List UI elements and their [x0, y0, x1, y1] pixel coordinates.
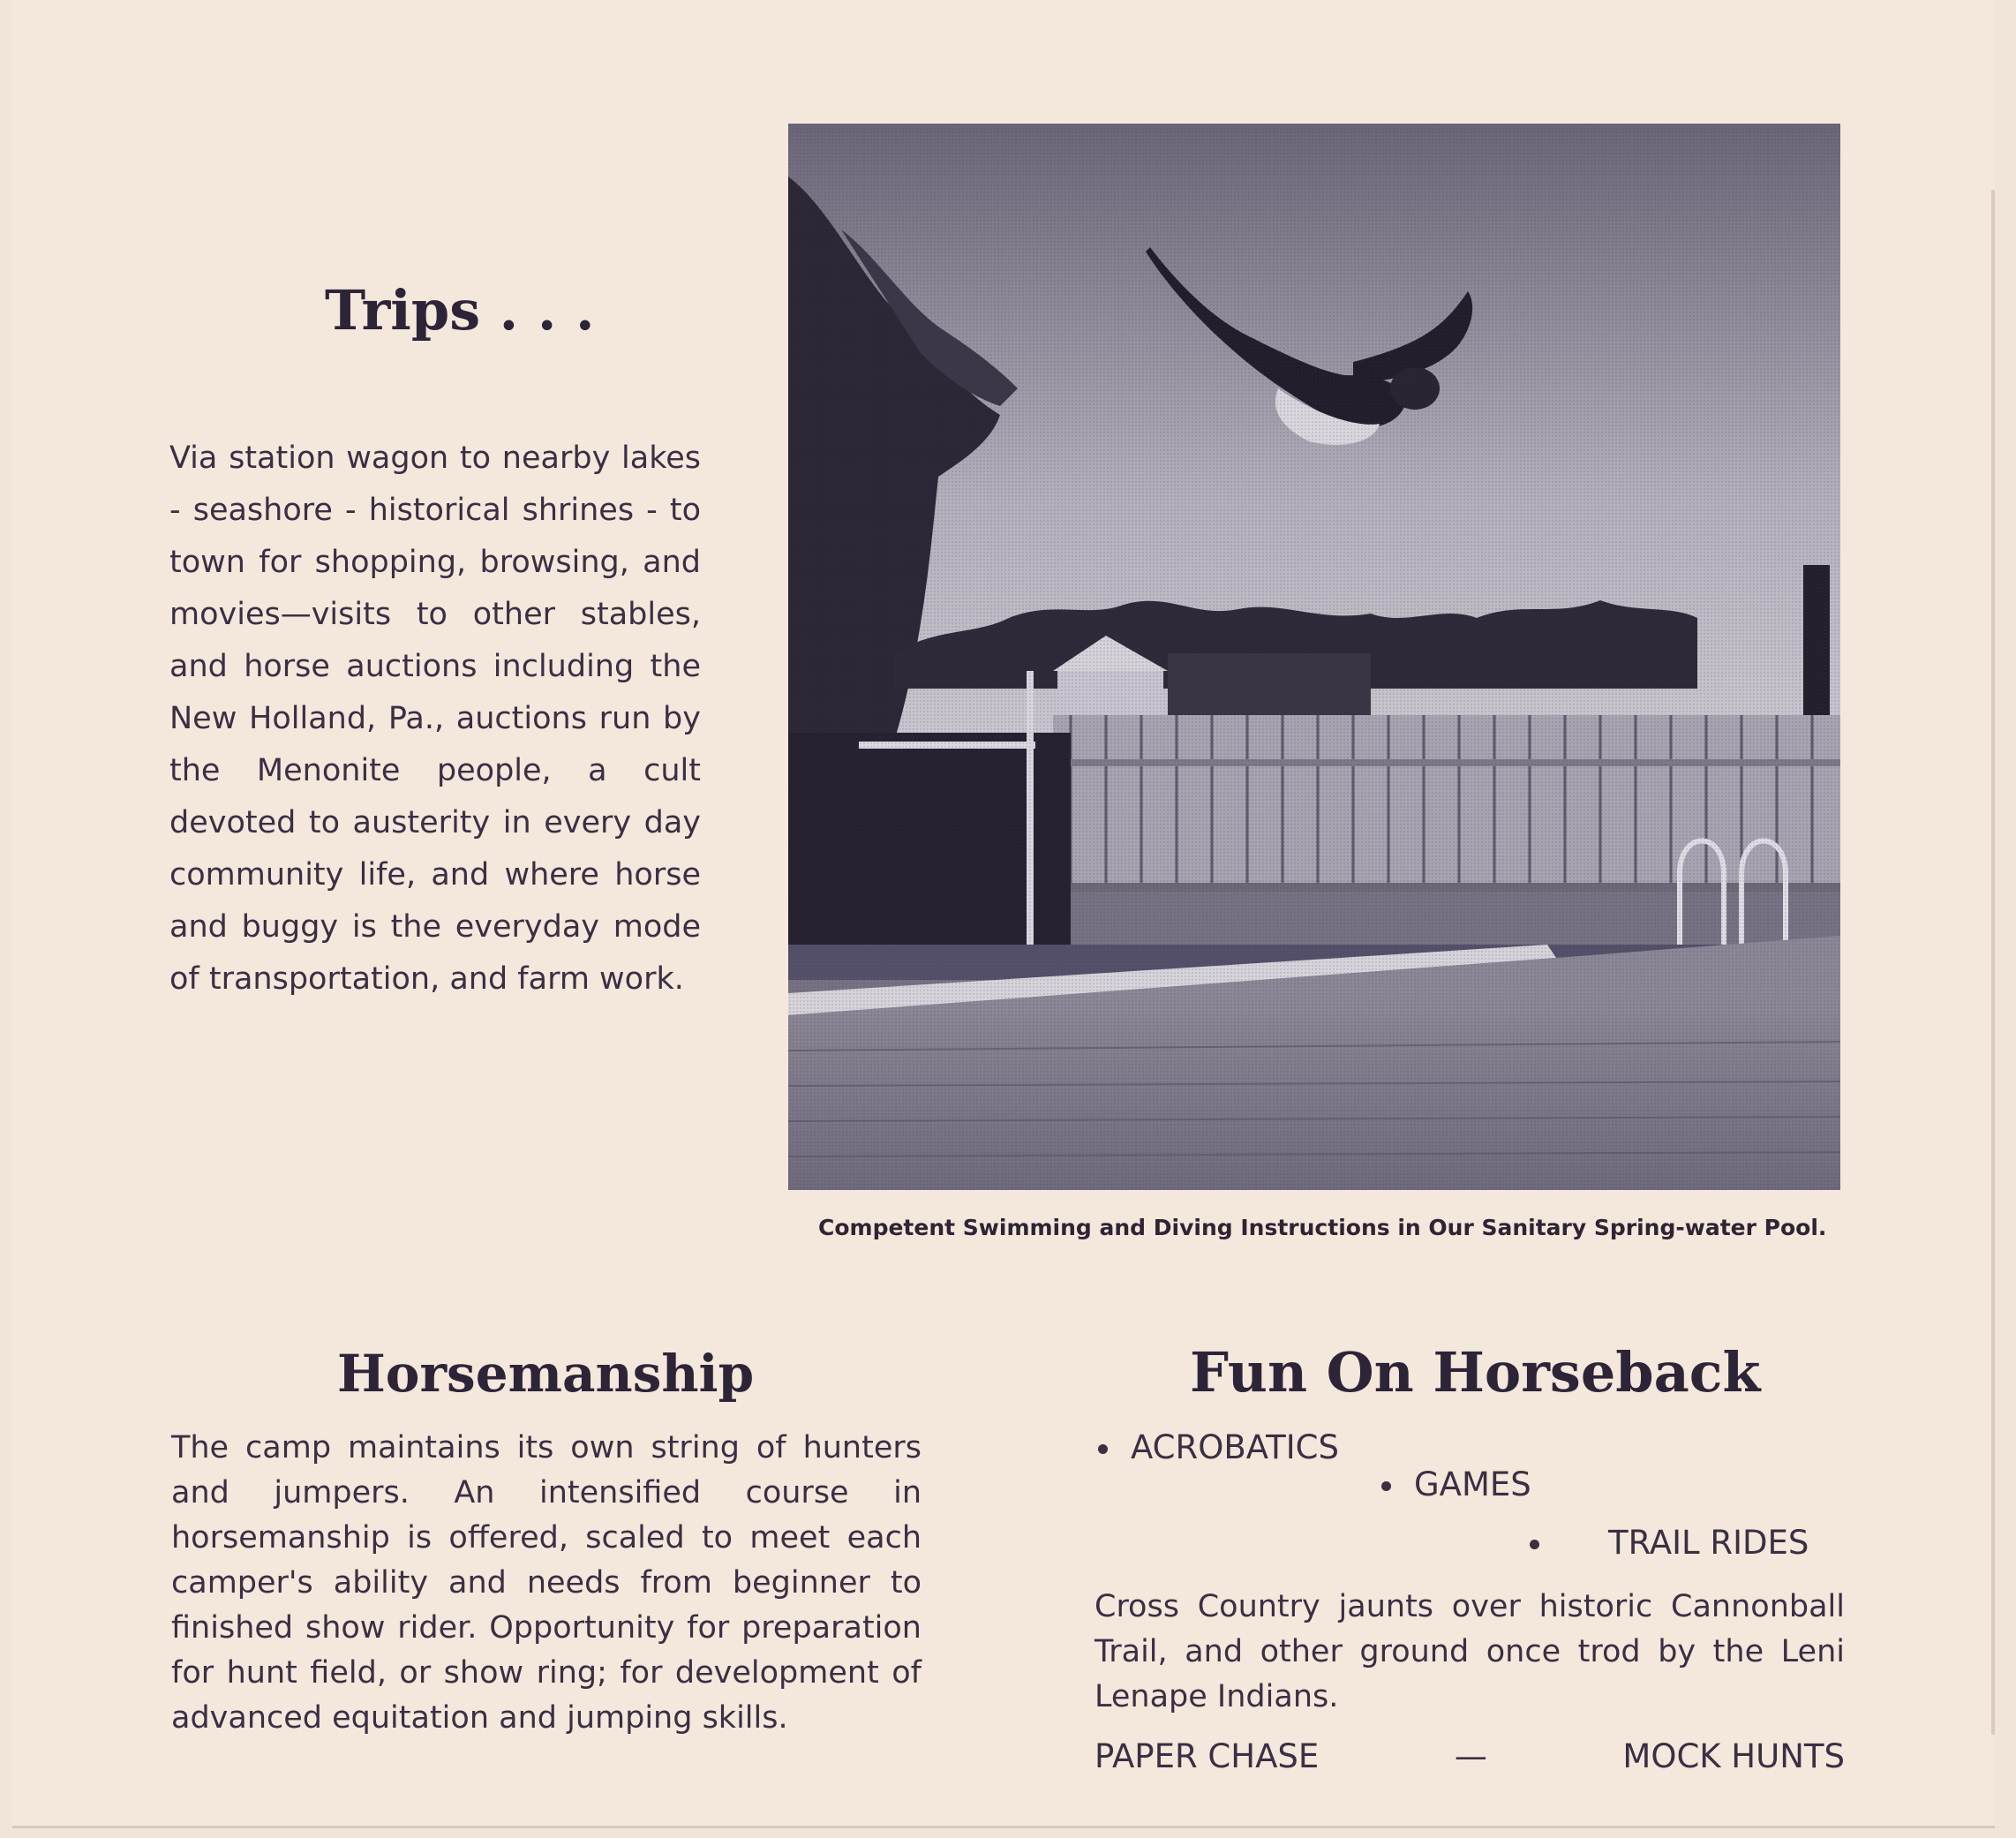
fun-on-horseback-heading: Fun On Horseback: [1190, 1340, 1761, 1405]
trips-heading: Trips . . .: [325, 278, 595, 343]
trips-paragraph: Via station wagon to nearby lakes - seashore - historical shrines - to town for shopping, browsing, and movies—visits to other stables, and horse auctions including the New Holland, Pa., auctions run by the Menonite people, a cult devoted to austerity in every day community life, and where horse and buggy is the everyday mode of transportation, and farm work.: [169, 441, 701, 997]
bullet-icon: [1098, 1444, 1108, 1454]
paper-chase-label: PAPER CHASE: [1095, 1737, 1320, 1775]
chase-hunts-row: [1095, 1737, 1845, 1775]
activity-item-acrobatics: [1098, 1428, 1339, 1466]
diving-pool-illustration: [788, 124, 1840, 1190]
activity-item-trail-rides: [1530, 1524, 1809, 1562]
fun-on-horseback-paragraph: Cross Country jaunts over historic Cannonball Trail, and other ground once trod by the Leni Lenape Indians.: [1095, 1589, 1845, 1714]
dash-separator: —: [1454, 1737, 1487, 1775]
activity-item-games: [1381, 1465, 1531, 1503]
activity-label: TRAIL RIDES: [1608, 1524, 1809, 1562]
mock-hunts-label: MOCK HUNTS: [1622, 1737, 1845, 1775]
horsemanship-paragraph: The camp maintains its own string of hunters and jumpers. An intensified course in horsemanship is offered, scaled to meet each camper's ability and needs from beginner to finished show rider. Opportunity for preparation for hunt field, or show ring; for development of advanced equitation and jumping skills.: [171, 1430, 921, 1736]
bullet-icon: [1530, 1540, 1539, 1549]
diving-pool-photo: [788, 124, 1840, 1190]
bullet-icon: [1381, 1481, 1391, 1491]
photo-caption: Competent Swimming and Diving Instructions in Our Sanitary Spring-water Pool.: [818, 1215, 1827, 1240]
activity-label: ACROBATICS: [1131, 1428, 1339, 1466]
page-fold-shadow: [1991, 190, 1995, 1735]
activity-label: GAMES: [1414, 1465, 1531, 1503]
horsemanship-heading: Horsemanship: [337, 1344, 755, 1404]
